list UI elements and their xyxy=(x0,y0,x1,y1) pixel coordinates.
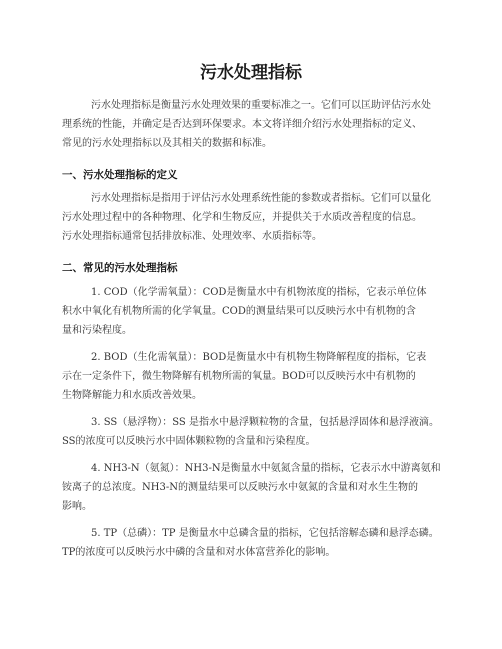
section-heading-definition: 一、污水处理指标的定义 xyxy=(62,169,178,181)
section1-line: 污水处理过程中的各种物理、化学和生物反应，并提供关于水质改善程度的信息。 xyxy=(62,212,422,223)
section1-line: 污水处理指标通常包括排放标准、处理效率、水质指标等。 xyxy=(62,231,322,242)
intro-line: 常见的污水处理指标以及其相关的数据和标准。 xyxy=(62,138,272,149)
item-bod-line: 生物降解能力和水质改善效果。 xyxy=(62,390,202,401)
item-ss-line: SS的浓度可以反映污水中固体颗粒物的含量和污染程度。 xyxy=(62,436,316,447)
item-nh3n-line: 影响。 xyxy=(62,501,92,512)
item-tp-line: TP的浓度可以反映污水中磷的含量和对水体富营养化的影响。 xyxy=(62,547,336,558)
document-title: 污水处理指标 xyxy=(200,63,302,83)
section-heading-common-indicators: 二、常见的污水处理指标 xyxy=(62,262,178,274)
section1-line: 污水处理指标是指用于评估污水处理系统性能的参数或者指标。它们可以量化 xyxy=(91,193,431,204)
item-cod-line: 量和污染程度。 xyxy=(62,325,132,336)
item-nh3n-line: 铵离子的总浓度。NH3-N的测量结果可以反映污水中氨氮的含量和对水生生物的 xyxy=(62,482,418,493)
intro-line: 理系统的性能，并确定是否达到环保要求。本文将详细介绍污水处理指标的定义、 xyxy=(62,119,422,130)
item-bod-line: 2. BOD（生化需氧量）：BOD是衡量水中有机物生物降解程度的指标，它表 xyxy=(91,352,427,363)
item-cod-line: 积水中氧化有机物所需的化学氧量。COD的测量结果可以反映污水中有机物的含 xyxy=(62,306,416,317)
item-ss-line: 3. SS（悬浮物）：SS 是指水中悬浮颗粒物的含量，包括悬浮固体和悬浮液滴。 xyxy=(91,417,439,428)
item-nh3n-line: 4. NH3-N（氨氮）：NH3-N是衡量水中氨氮含量的指标，它表示水中游离氨和 xyxy=(91,463,441,474)
item-bod-line: 示在一定条件下，微生物降解有机物所需的氧量。BOD可以反映污水中有机物的 xyxy=(62,371,416,382)
item-cod-line: 1. COD（化学需氧量）：COD是衡量水中有机物浓度的指标，它表示单位体 xyxy=(91,287,427,298)
item-tp-line: 5. TP（总磷）：TP 是衡量水中总磷含量的指标，它包括溶解态磷和悬浮态磷。 xyxy=(91,528,439,539)
intro-line: 污水处理指标是衡量污水处理效果的重要标准之一。它们可以匡助评估污水处 xyxy=(91,100,431,111)
